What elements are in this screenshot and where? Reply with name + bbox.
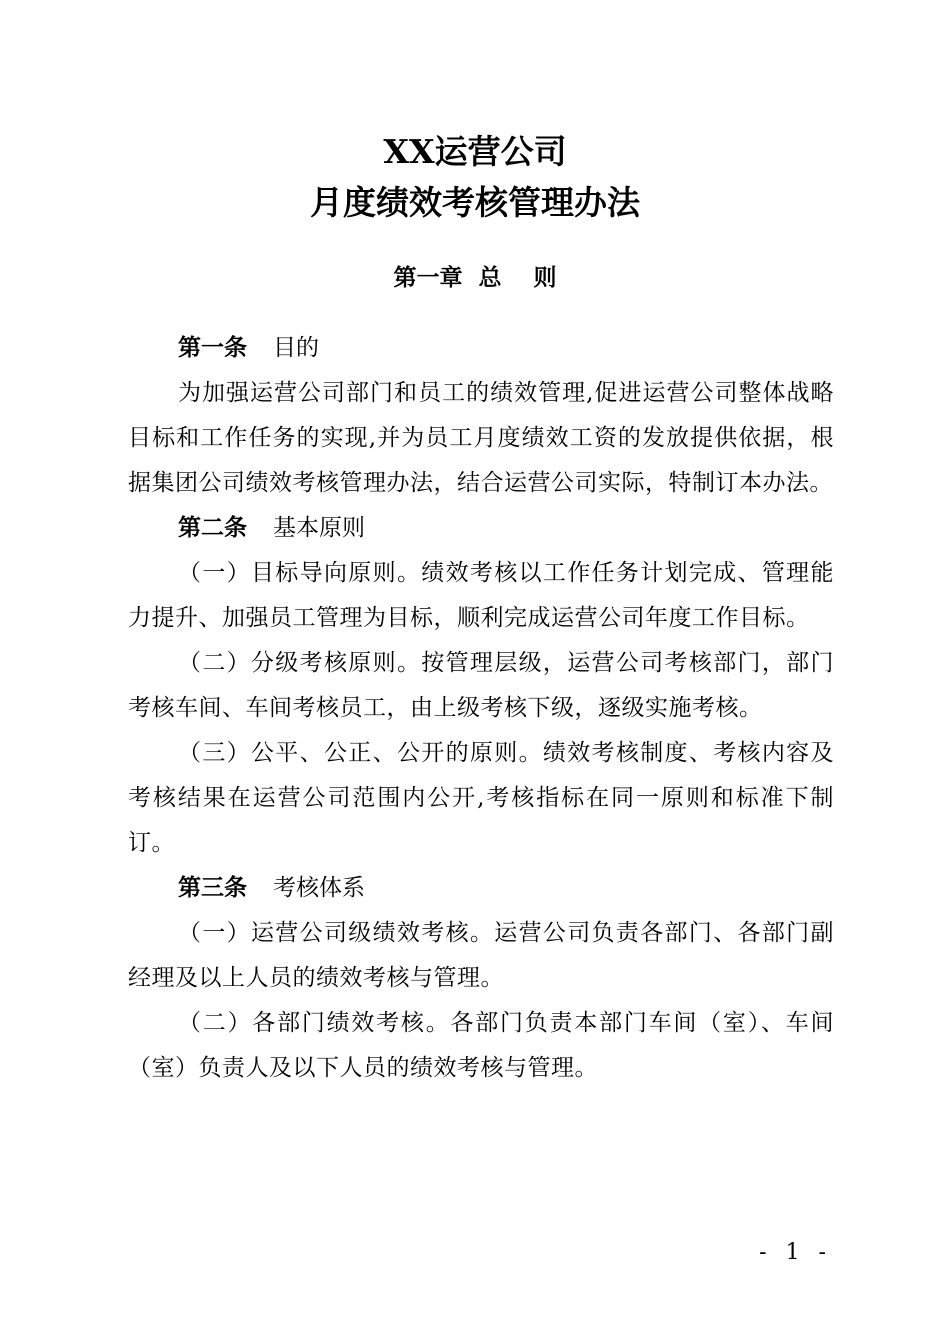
document-body [128, 326, 834, 1091]
chapter-heading: 第一章 总 则 [393, 265, 557, 291]
article-heading [128, 866, 834, 911]
article-paragraph: 为加强运营公司部门和员工的绩效管理,促进运营公司整体战略目标和工作任务的实现,并为员工月度绩效工资的发放提供依据，根据集团公司绩效考核管理办法，结合运营公司实际，特制订本办法。 [128, 380, 834, 496]
article-paragraph: （一）目标导向原则。绩效考核以工作任务计划完成、管理能力提升、加强员工管理为目标，顺利完成运营公司年度工作目标。 [128, 560, 834, 631]
article-paragraph: （三）公平、公正、公开的原则。绩效考核制度、考核内容及考核结果在运营公司范围内公开,考核指标在同一原则和标准下制订。 [128, 740, 834, 856]
article-paragraph: （一）运营公司级绩效考核。运营公司负责各部门、各部门副经理及以上人员的绩效考核与管理。 [128, 920, 834, 991]
article-number: 第二条 [178, 515, 247, 541]
article-paragraph: （二）各部门绩效考核。各部门负责本部门车间（室）、车间（室）负责人及以下人员的绩效考核与管理。 [128, 1010, 834, 1081]
article-paragraph: （二）分级考核原则。按管理层级，运营公司考核部门，部门考核车间、车间考核员工，由上级考核下级，逐级实施考核。 [128, 650, 834, 721]
article-number: 第三条 [178, 875, 247, 901]
document-title-line2: 月度绩效考核管理办法 [310, 183, 640, 222]
page-number: - 1 - [759, 1240, 832, 1265]
article-heading [128, 326, 834, 371]
article-name: 基本原则 [273, 515, 365, 541]
article-name: 考核体系 [273, 875, 365, 901]
article-number: 第一条 [178, 335, 247, 361]
article-name: 目的 [273, 335, 319, 361]
document-title-line1: XX运营公司 [383, 132, 567, 171]
article-heading [128, 506, 834, 551]
